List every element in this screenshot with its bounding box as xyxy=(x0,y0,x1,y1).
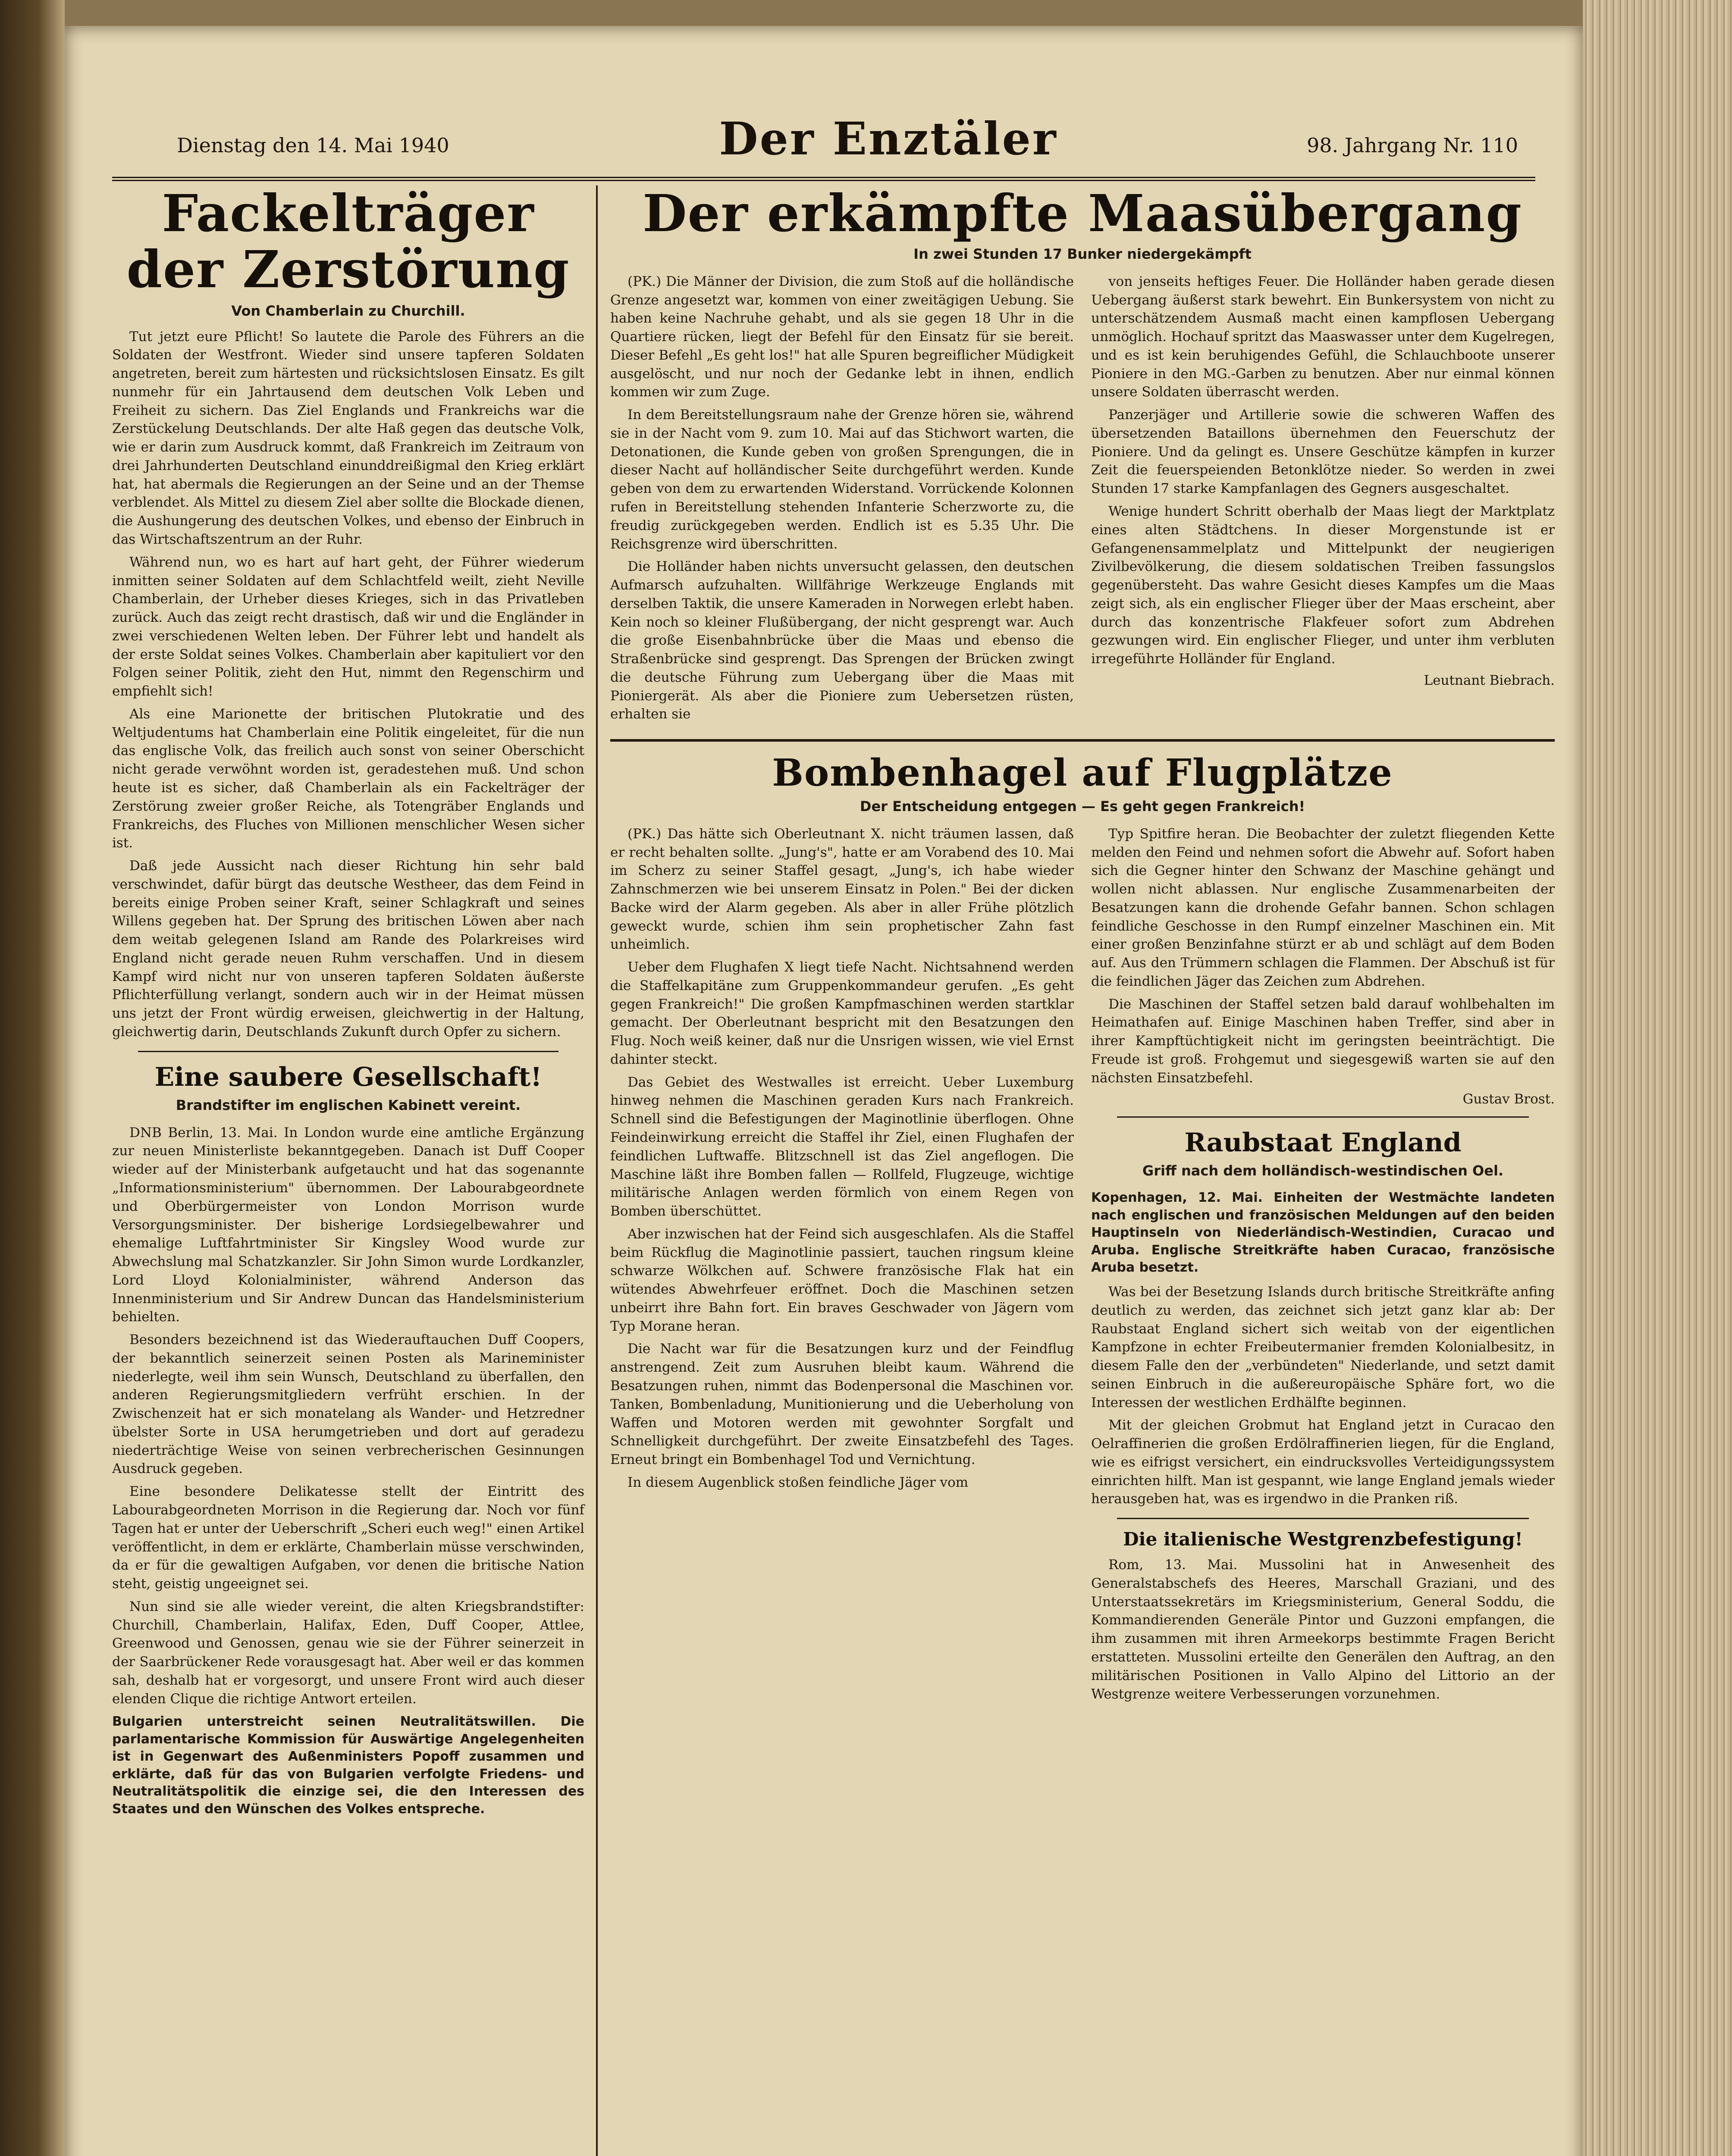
article-title-bombenhagel: Bombenhagel auf Flugplätze xyxy=(772,751,1393,795)
newspaper-page xyxy=(65,26,1583,2156)
bulgaria-note: Bulgarien unterstreicht seinen Neutralitätswillen. Die parlamentarische Kommission für Auswärtige Angelegenheiten ist in Gegenwart des Außenministers Popoff zusammen und erklärte, daß für das von Bulgarien verfolgte Friedens- und Neutralitätspolitik die einzige sei, die den Interessen des Staates und den Wünschen des Volkes entspreche. xyxy=(112,1714,584,1817)
paragraph: Ueber dem Flughafen X liegt tiefe Nacht. Nichtsahnend werden die Staffelkapitäne zum Gruppenkommandeur gerufen. „Es geht gegen Frankreich!" Die großen Kampfmaschinen werden startklar gemacht. Der Oberleutnant bespricht mit den Besatzungen den Flug. Noch weiß keiner, daß nur die Unsrigen wissen, wie viel Ernst dahinter steckt. xyxy=(610,959,1074,1067)
text-column xyxy=(610,825,1074,1708)
paragraph: Besonders bezeichnend ist das Wiederauftauchen Duff Coopers, der bekanntlich seinerzeit seinen Posten als Marineminister niederlegte, weil ihm sein Wunsch, Deutschland zu überfallen, den anderen Regierungsmitgliedern verfrüht erschien. In der Zwischenzeit hat er sich monatelang als Wander- und Hetzredner übelster Sorte in USA herumgetrieben und dort auf geradezu niederträchtige Weise von seinen verbrecherischen Gesinnungen Ausdruck gegeben. xyxy=(112,1332,584,1477)
paragraph: Mit der gleichen Grobmut hat England jetzt in Curacao den Oelraffinerien die großen Erdölraffinerien liegen, für die England, wie es eifrigst versichert, ein eindrucksvolles Verteidigungssystem einrichten hilft. Man ist gespannt, wie lange England jemals wieder herausgeben hat, was es irgendwo in die Pranken riß. xyxy=(1091,1417,1555,1507)
author-signature: Gustav Brost. xyxy=(1462,1091,1555,1107)
paragraph: DNB Berlin, 13. Mai. In London wurde eine amtliche Ergänzung zur neuen Ministerliste bekanntgegeben. Danach ist Duff Cooper wieder auf der Ministerbank aufgetaucht und hat das sogenannte „Informationsministerium" übernommen. Der Labourabgeordnete und Oberbürgermeister von London Morrison wurde Versorgungsminister. Der bisherige Lordsiegelbewahrer und ehemalige Luftfahrtminister Sir Kingsley Wood wurde zur Abwechslung mal Schatzkanzler. Sir John Simon wurde Lordkanzler, Lord Lloyd Kolonialminister, während Anderson das Innenministerium und Sir Andrew Duncan das Handelsministerium behielten. xyxy=(112,1125,584,1325)
paragraph: In diesem Augenblick stoßen feindliche Jäger vom xyxy=(628,1474,969,1490)
left-column xyxy=(112,185,584,1824)
paragraph: Aber inzwischen hat der Feind sich ausgeschlafen. Als die Staffel beim Rückflug die Maginotlinie passiert, tauchen ringsum kleine schwarze Wölkchen auf. Schwere französische Flak hat ein wütendes Abwehrfeuer eröffnet. Doch die Maschinen setzen unbeirrt ihre Bahn fort. Ein braves Geschwader von Jägern vom Typ Morane heran. xyxy=(610,1226,1074,1334)
article-body-bombenhagel xyxy=(610,825,1555,1708)
paragraph: Als eine Marionette der britischen Plutokratie und des Weltjudentums hat Chamberlain eine Politik eingeleitet, für die nun das englische Volk, das freilich auch sonst von seiner Oberschicht nicht gerade verwöhnt worden ist, geradestehen muß. Und schon heute ist es sicher, daß Chamberlain als ein Fackelträger der Zerstörung zweier großer Reiche, als Totengräber Englands und Frankreichs, des Fluches von Millionen menschlicher Wesen sicher ist. xyxy=(112,706,584,851)
paragraph: (PK.) Das hätte sich Oberleutnant X. nicht träumen lassen, daß er recht behalten sollte. „Jung's", hatte er am Vorabend des 10. Mai im Scherz zu seiner Staffel gesagt, „Jung's, ich habe wieder Zahnschmerzen wie bei unserem Einsatz in Polen." Bei der dicken Backe wird der Alarm gegeben. Als aber in aller Frühe plötzlich geweckt wurde, schien ihm sein prophetischer Zahn fast unheimlich. xyxy=(610,826,1074,953)
issue-volume: 98. Jahrgang Nr. 110 xyxy=(1306,134,1518,157)
newspaper-title: Der Enztäler xyxy=(719,112,1058,165)
paragraph: Was bei der Besetzung Islands durch britische Streitkräfte anfing deutlich zu werden, das zeichnet sich jetzt ganz klar ab: Der Raubstaat England sichert sich weitab von der eigentlichen Kampfzone in echter Freibeutermanier fremden Kolonialbesitz, in diesem Falle den der „verbündeten" Niederlande, und setzt damit seinen Einbruch in die außereuropäische Sphäre fort, wo die Interessen der westlichen Erdhälfte beginnen. xyxy=(1091,1284,1555,1410)
paragraph: Typ Spitfire heran. Die Beobachter der zuletzt fliegenden Kette melden den Feind und nehmen sofort die Abwehr auf. Sofort haben sich die Gegner hinter den Schwanz der Maschine gehängt und wollen nicht ablassen. Nur englische Zusammenarbeiten der Besatzungen kann die drohende Gefahr bannen. Schon schlagen feindliche Geschosse in den Rumpf einzelner Maschinen ein. Mit einer großen Benzinfahne stürzt er ab und schlägt auf dem Boden auf. Aus den Trümmern schlagen die Flammen. Der Abschuß ist für die feindlichen Jäger das Zeichen zum Abdrehen. xyxy=(1091,826,1555,989)
page-edges-right xyxy=(1583,0,1732,2156)
section-rule xyxy=(610,739,1555,742)
paragraph: Daß jede Aussicht nach dieser Richtung hin sehr bald verschwindet, dafür bürgt das deutsche Westheer, das dem Feind in bereits einige Proben seiner Kraft, seiner Schlagkraft und seines Willens gegeben hat. Der Sprung des britischen Löwen aber nach dem weitab gelegenen Island am Rande des Polarkreises wird England nicht gerade neuen Ruhm verschaffen. Und in diesem Kampf wird nicht nur von unseren tapferen Soldaten äußerste Pflichterfüllung verlangt, sondern auch wir in der Heimat müssen uns jetzt der Front würdig erweisen, gleichwertig in der Haltung, gleichwertig darin, Deutschlands Zukunft durch Opfer zu sichern. xyxy=(112,858,584,1040)
issue-date: Dienstag den 14. Mai 1940 xyxy=(177,134,449,157)
paragraph: (PK.) Die Männer der Division, die zum Stoß auf die holländische Grenze angesetzt war, kommen von einer zweitägigen Uebung. Sie haben keine Nachruhe gehabt, und als sie gegen 18 Uhr in die Quartiere rücken, liegt der Befehl für den Einsatz für sie bereit. Dieser Befehl „Es geht los!" hat alle Spuren begreiflicher Müdigkeit ausgelöscht, und nur noch der Gedanke lebt in ihnen, endlich kommen wir zum Zuge. xyxy=(610,273,1074,400)
article-subtitle: Der Entscheidung entgegen — Es geht gegen Frankreich! xyxy=(860,798,1305,815)
text-column xyxy=(1091,273,1555,728)
article-lead: Kopenhagen, 12. Mai. Einheiten der Westmächte landeten nach englischen und französischen Meldungen auf den beiden Hauptinseln von Niederländisch-Westindien, Curacao und Aruba. Englische Streitkräfte haben Curacao, französische Aruba besetzt. xyxy=(1091,1190,1555,1275)
paragraph: Die Holländer haben nichts unversucht gelassen, den deutschen Aufmarsch aufzuhalten. Willfährige Werkzeuge Englands mit derselben Taktik, die unsere Kameraden in Norwegen erlebt haben. Kein noch so kleiner Flußübergang, der nicht gesprengt war. Auch die große Eisenbahnbrücke über die Maas und ebenso die Straßenbrücke sind gesprengt. Das Sprengen der Brücken zwingt die deutsche Führung zum Uebergang über die Maas mit Pioniergerät. Als aber die Pioniere zum Uebersetzen rüsten, erhalten sie xyxy=(610,559,1074,722)
article-subtitle: In zwei Stunden 17 Bunker niedergekämpft xyxy=(913,245,1252,262)
divider xyxy=(1117,1518,1529,1519)
text-column xyxy=(1091,825,1555,1708)
paragraph: Das Gebiet des Westwalles ist erreicht. Ueber Luxemburg hinweg nehmen die Maschinen geraden Kurs nach Frankreich. Schnell sind die Befestigungen der Maginotlinie überflogen. Ohne Feindeinwirkung erreicht die Staffel ihr Ziel, einen Flughafen der feindlichen Luftwaffe. Blitzschnell ist das Ziel angeflogen. Die Maschine läßt ihre Bomben fallen — Rollfeld, Flugzeuge, wichtige militärische Anlagen werden förmlich von einem Regen von Bomben überschüttet. xyxy=(610,1074,1074,1219)
article-body-fackeltraeger xyxy=(112,328,584,1041)
divider xyxy=(138,1051,559,1052)
paragraph: In dem Bereitstellungsraum nahe der Grenze hören sie, während sie in der Nacht vom 9. zum 10. Mai auf das Stichwort warten, die Detonationen, die Kunde geben von großen Sprengungen, die in dieser Nacht auf holländischer Seite durchgeführt werden. Kunde geben von dem zu erwartenden Widerstand. Vorrückende Kolonnen rufen in Bereitstellung stehenden Infanterie Scherzworte zu, die freudig zurückgegeben werden. Endlich ist es 5.35 Uhr. Die Reichsgrenze wird überschritten. xyxy=(610,407,1074,552)
masthead xyxy=(112,103,1535,181)
article-body-gesellschaft xyxy=(112,1124,584,1708)
paragraph: Während nun, wo es hart auf hart geht, der Führer wiederum inmitten seiner Soldaten auf dem Schlachtfeld weilt, zieht Neville Chamberlain, der Urheber dieses Krieges, sich in das Privatleben zurück. Auch das zeigt recht drastisch, daß wir und die Engländer in zwei verschiedenen Welten leben. Der Führer lebt und handelt als der erste Soldat seines Volkes. Chamberlain aber kapituliert vor den Folgen seiner Politik, zieht den Hut, nimmt den Regenschirm und empfiehlt sich! xyxy=(112,554,584,699)
paragraph: Die Maschinen der Staffel setzen bald darauf wohlbehalten im Heimathafen auf. Einige Maschinen haben Treffer, sind aber in ihrer Kampftüchtigkeit nicht im geringsten beeinträchtigt. Die Freude ist groß. Frohgemut und siegesgewiß warten sie auf den nächsten Einsatzbefehl. xyxy=(1091,996,1555,1086)
text-column xyxy=(610,273,1074,728)
paragraph: Tut jetzt eure Pflicht! So lautete die Parole des Führers an die Soldaten der Westfront. Wieder sind unsere tapferen Soldaten angetreten, bereit zum härtesten und rücksichtslosen Einsatz. Es gilt nunmehr für ein Jahrtausend dem deutschen Volk Leben und Freiheit zu sichern. Das Ziel Englands und Frankreichs war die Zerstückelung Deutschlands. Der alte Haß gegen das deutsche Volk, wie er darin zum Ausdruck kommt, daß Frankreich im Zeitraum von drei Jahrhunderten Deutschland einunddreißigmal den Krieg erklärt hat, hat abermals die Regierungen an der Seine und an der Themse verblendet. Als Mittel zu diesem Ziel aber sollte die Blockade dienen, die Aushungerung des deutschen Volkes, und ebenso der Einbruch in das Wirtschaftszentrum an der Ruhr. xyxy=(112,329,584,548)
article-title-gesellschaft: Eine saubere Gesellschaft! xyxy=(154,1062,542,1092)
article-subtitle: Brandstifter im englischen Kabinett vereint. xyxy=(176,1097,521,1113)
article-title-raubstaat: Raubstaat England xyxy=(1184,1128,1462,1158)
book-spine xyxy=(0,0,65,2156)
paragraph: Die Nacht war für die Besatzungen kurz und der Feindflug anstrengend. Zeit zum Ausruhen bleibt kaum. Während die Besatzungen ruhen, nimmt das Bodenpersonal die Maschinen vor. Tanken, Bombenladung, Munitionierung und die Ueberholung von Waffen und Motoren werden mit gewohnter Sorgfalt und Schnelligkeit durchgeführt. Der zweite Einsatzbefehl des Tages. Erneut bringt ein Bombenhagel Tod und Vernichtung. xyxy=(610,1341,1074,1468)
article-subtitle: Griff nach dem holländisch-westindischen Oel. xyxy=(1142,1163,1504,1179)
article-title-westgrenze: Die italienische Westgrenzbefestigung! xyxy=(1123,1529,1523,1550)
article-title-maasuebergang: Der erkämpfte Maasübergang xyxy=(643,183,1522,243)
column-divider xyxy=(596,185,598,2156)
paragraph: von jenseits heftiges Feuer. Die Holländer haben gerade diesen Uebergang äußerst stark bewehrt. Ein Bunkersystem von nicht zu unterschätzendem Ausmaß macht einen kampflosen Uebergang unmöglich. Hochauf spritzt das Maaswasser unter dem Kugelregen, und es ist kein beruhigendes Gefühl, die Schlauchboote unserer Pioniere in den MG.-Garben zu benutzen. Aber nur einmal können unsere Soldaten überrascht werden. xyxy=(1091,273,1555,400)
divider xyxy=(1117,1116,1529,1118)
paragraph: Eine besondere Delikatesse stellt der Eintritt des Labourabgeordneten Morrison in die Regierung dar. Noch vor fünf Tagen hat er unter der Ueberschrift „Scheri euch weg!" einen Artikel veröffentlicht, in dem er erklärte, Chamberlain müsse verschwinden, da er für die gewaltigen Aufgaben, vor denen die britische Nation steht, geistig ungeeignet sei. xyxy=(112,1484,584,1592)
article-title-fackeltraeger: Fackelträger der Zerstörung xyxy=(126,183,570,299)
right-columns xyxy=(610,185,1555,1708)
paragraph: Panzerjäger und Artillerie sowie die schweren Waffen des übersetzenden Bataillons übernehmen den Feuerschutz der Pioniere. Und da gelingt es. Unsere Geschütze kämpfen in kurzer Zeit die feuerspeienden Betonklötze nieder. So werden in zwei Stunden 17 starke Kampfanlagen des Gegners ausgeschaltet. xyxy=(1091,407,1555,497)
article-byline: Von Chamberlain zu Churchill. xyxy=(231,302,465,319)
paragraph: Nun sind sie alle wieder vereint, die alten Kriegsbrandstifter: Churchill, Chamberlain, Halifax, Eden, Duff Cooper, Attlee, Greenwood und Genossen, genau wie sie der Führer seinerzeit in der Saarbrückener Rede vorausgesagt hat. Aber weil er das kommen sah, deshalb hat er vorgesorgt, und unsere Front wird auch dieser elenden Clique die richtige Antwort erteilen. xyxy=(112,1598,584,1707)
article-body-maasuebergang xyxy=(610,273,1555,728)
paragraph: Rom, 13. Mai. Mussolini hat in Anwesenheit des Generalstabschefs des Heeres, Marschall Graziani, und des Unterstaatssekretärs im Kriegsministerium, General Soddu, die Kommandierenden Generäle Pintor und Guzzoni empfangen, die ihm zusammen mit ihren Armeekorps bestimmte Fragen Bericht erstatteten. Mussolini erteilte den Generälen den Auftrag, an den militärischen Positionen in Vallo Alpino del Littorio an der Westgrenze weitere Verbesserungen vorzunehmen. xyxy=(1091,1557,1555,1702)
paragraph: Wenige hundert Schritt oberhalb der Maas liegt der Marktplatz eines alten Städtchens. In dieser Morgenstunde ist er Gefangenensammelplatz und Mittelpunkt der neugierigen Zivilbevölkerung, die diesem soldatischen Treiben fassungslos gegenübersteht. Das wahre Gesicht dieses Kampfes um die Maas zeigt sich, als ein englischer Flieger über der Maas erscheint, aber durch das konzentrische Flakfeuer sofort zum Abdrehen gezwungen wird. Ein englischer Flieger, und unter ihm verbluten irregeführte Holländer für England. xyxy=(1091,503,1555,667)
author-signature: Leutnant Biebrach. xyxy=(1424,672,1555,688)
